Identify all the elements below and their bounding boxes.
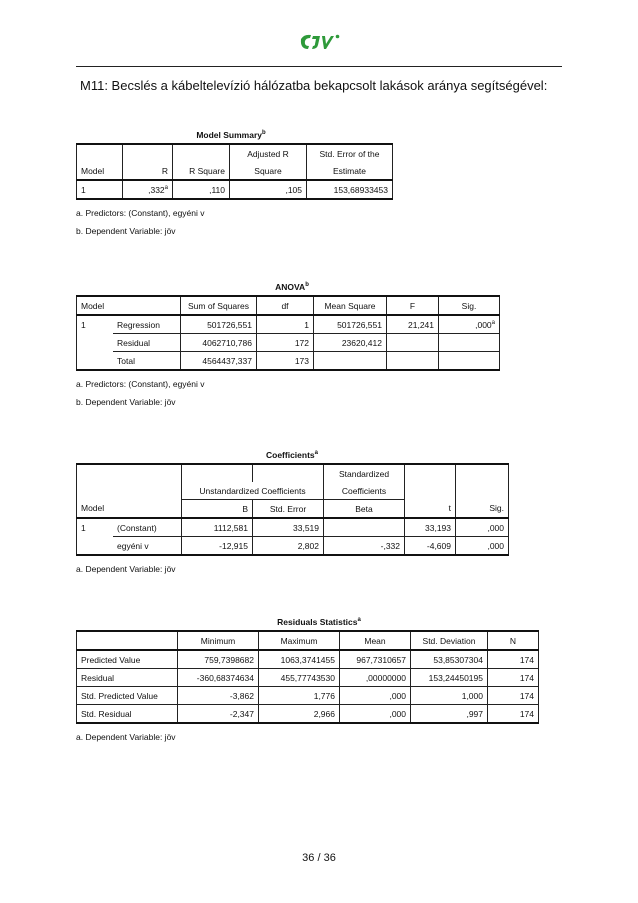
coefficients-title-text: Coefficients [266,450,315,460]
anova-f [387,334,439,352]
coef-se: 2,802 [253,537,324,556]
co-blank-6 [456,464,509,482]
anova-f: 21,241 [387,315,439,334]
res-mean: ,000 [340,705,411,724]
ms-note-b: b. Dependent Variable: jöv [76,226,176,236]
ms-blank-3 [173,144,230,162]
co-std-top: Standardized [324,464,405,482]
coef-model [77,537,114,556]
anova-row [77,352,500,371]
model-summary-table [76,143,393,200]
coef-model: 1 [77,518,114,537]
anova-table [76,295,500,371]
res-n: 174 [488,669,539,687]
res-sd: ,997 [411,705,488,724]
ms-blank-1 [77,144,123,162]
residuals-table [76,630,539,724]
anova-note-b: b. Dependent Variable: jöv [76,397,176,407]
co-blank-5 [405,464,456,482]
coef-label: (Constant) [113,518,182,537]
res-row [77,705,539,724]
res-min: 759,7398682 [178,650,259,669]
ms-model: 1 [77,180,123,199]
res-max: 1063,3741455 [259,650,340,669]
residuals-notes [76,728,562,746]
co-blank-3 [182,464,253,482]
ms-h-model: Model [77,162,123,180]
anova-h-f: F [387,296,439,315]
anova-title [76,282,508,292]
res-n: 174 [488,687,539,705]
res-min: -2,347 [178,705,259,724]
ms-row [77,180,393,199]
anova-h-model: Model [77,296,114,315]
anova-section [76,282,508,411]
residuals-title-sup: a [357,617,361,624]
coef-se: 33,519 [253,518,324,537]
res-h-max: Maximum [259,631,340,650]
anova-ms [314,352,387,371]
anova-sig [439,315,500,334]
co-blank-10 [456,482,509,500]
anova-ss: 4062710,786 [181,334,257,352]
res-min: -360,68374634 [178,669,259,687]
co-h-sig: Sig. [456,500,509,519]
coef-b: 1112,581 [182,518,253,537]
ms-r [123,180,173,199]
anova-title-text: ANOVA [275,282,306,292]
anova-model [77,352,114,371]
anova-row [77,334,500,352]
anova-h-df: df [257,296,314,315]
anova-notes [76,375,508,411]
res-h-n: N [488,631,539,650]
coef-beta [324,518,405,537]
res-row [77,669,539,687]
anova-h-ss: Sum of Squares [181,296,257,315]
logo-mark-j [312,36,320,49]
res-max: 455,77743530 [259,669,340,687]
anova-h-blank [113,296,181,315]
ms-h-rsq: R Square [173,162,230,180]
co-blank-2 [113,464,182,482]
res-min: -3,862 [178,687,259,705]
coef-label: egyéni v [113,537,182,556]
anova-sig-value: ,000 [475,319,492,330]
coef-t: -4,609 [405,537,456,556]
anova-ms: 501726,551 [314,315,387,334]
ms-r-sup: a [164,184,168,191]
co-std-bottom: Coefficients [324,482,405,500]
coefficients-title [76,450,508,460]
coef-sig: ,000 [456,537,509,556]
ms-adj: ,105 [230,180,307,199]
co-h-t: t [405,500,456,519]
co-h-beta: Beta [324,500,405,519]
anova-model: 1 [77,315,114,334]
coefficients-title-sup: a [314,450,318,457]
coefficients-section [76,450,509,578]
res-row [77,650,539,669]
anova-h-ms: Mean Square [314,296,387,315]
coef-row [77,518,509,537]
page-number: 36 / 36 [302,852,336,864]
co-blank-7 [77,482,114,500]
co-h-model: Model [77,500,114,519]
co-blank-1 [77,464,114,482]
ms-r-value: ,332 [148,184,165,195]
anova-label: Residual [113,334,181,352]
res-label: Std. Predicted Value [77,687,178,705]
coef-note-a: a. Dependent Variable: jöv [76,564,176,574]
coef-b: -12,915 [182,537,253,556]
page-heading: M11: Becslés a kábeltelevízió hálózatba bekapcsolt lakások aránya segítségével: [80,78,548,93]
coef-row [77,537,509,556]
anova-sig [439,334,500,352]
ms-se-top: Std. Error of the [307,144,393,162]
anova-label: Regression [113,315,181,334]
anova-ss: 4564437,337 [181,352,257,371]
anova-f [387,352,439,371]
res-max: 2,966 [259,705,340,724]
res-h-min: Minimum [178,631,259,650]
model-summary-title-text: Model Summary [196,130,262,140]
anova-df: 1 [257,315,314,334]
coefficients-notes [76,560,509,578]
co-h-unstd: Unstandardized Coefficients [182,482,324,500]
co-blank-4 [253,464,324,482]
logo-mark-v [322,36,334,49]
res-row [77,687,539,705]
anova-df: 172 [257,334,314,352]
res-mean: 967,7310657 [340,650,411,669]
res-sd: 1,000 [411,687,488,705]
anova-ss: 501726,551 [181,315,257,334]
model-summary-notes [76,204,393,240]
model-summary-title [76,130,386,140]
company-logo [298,30,342,52]
anova-row [77,315,500,334]
residuals-title [76,617,562,627]
coefficients-table [76,463,509,556]
ms-h-adj: Square [230,162,307,180]
coef-t: 33,193 [405,518,456,537]
ms-note-a: a. Predictors: (Constant), egyéni v [76,208,205,218]
co-blank-9 [405,482,456,500]
co-blank-8 [113,482,182,500]
anova-note-a: a. Predictors: (Constant), egyéni v [76,379,205,389]
co-blank-11 [113,500,182,519]
res-n: 174 [488,650,539,669]
model-summary-section [76,130,393,240]
coef-sig: ,000 [456,518,509,537]
res-mean: ,000 [340,687,411,705]
anova-df: 173 [257,352,314,371]
anova-model [77,334,114,352]
anova-title-sup: b [305,282,309,289]
res-mean: ,00000000 [340,669,411,687]
res-max: 1,776 [259,687,340,705]
logo-mark-left [301,35,311,49]
ms-se: 153,68933453 [307,180,393,199]
ms-adj-top: Adjusted R [230,144,307,162]
header-rule [76,66,562,67]
ms-blank-2 [123,144,173,162]
res-label: Std. Residual [77,705,178,724]
anova-h-sig: Sig. [439,296,500,315]
model-summary-title-sup: b [261,130,266,137]
ms-rsq: ,110 [173,180,230,199]
res-label: Residual [77,669,178,687]
co-h-b: B [182,500,253,519]
residuals-section [76,617,562,746]
anova-sig-sup: a [491,319,495,326]
res-sd: 53,85307304 [411,650,488,669]
res-note-a: a. Dependent Variable: jöv [76,732,176,742]
coef-beta: -,332 [324,537,405,556]
res-n: 174 [488,705,539,724]
anova-label: Total [113,352,181,371]
co-h-se: Std. Error [253,500,324,519]
res-h-sd: Std. Deviation [411,631,488,650]
logo-dot [336,35,340,39]
residuals-title-text: Residuals Statistics [277,617,358,627]
anova-ms: 23620,412 [314,334,387,352]
ms-h-se: Estimate [307,162,393,180]
anova-sig [439,352,500,371]
res-sd: 153,24450195 [411,669,488,687]
res-h-blank [77,631,178,650]
ms-h-r: R [123,162,173,180]
res-h-mean: Mean [340,631,411,650]
res-label: Predicted Value [77,650,178,669]
